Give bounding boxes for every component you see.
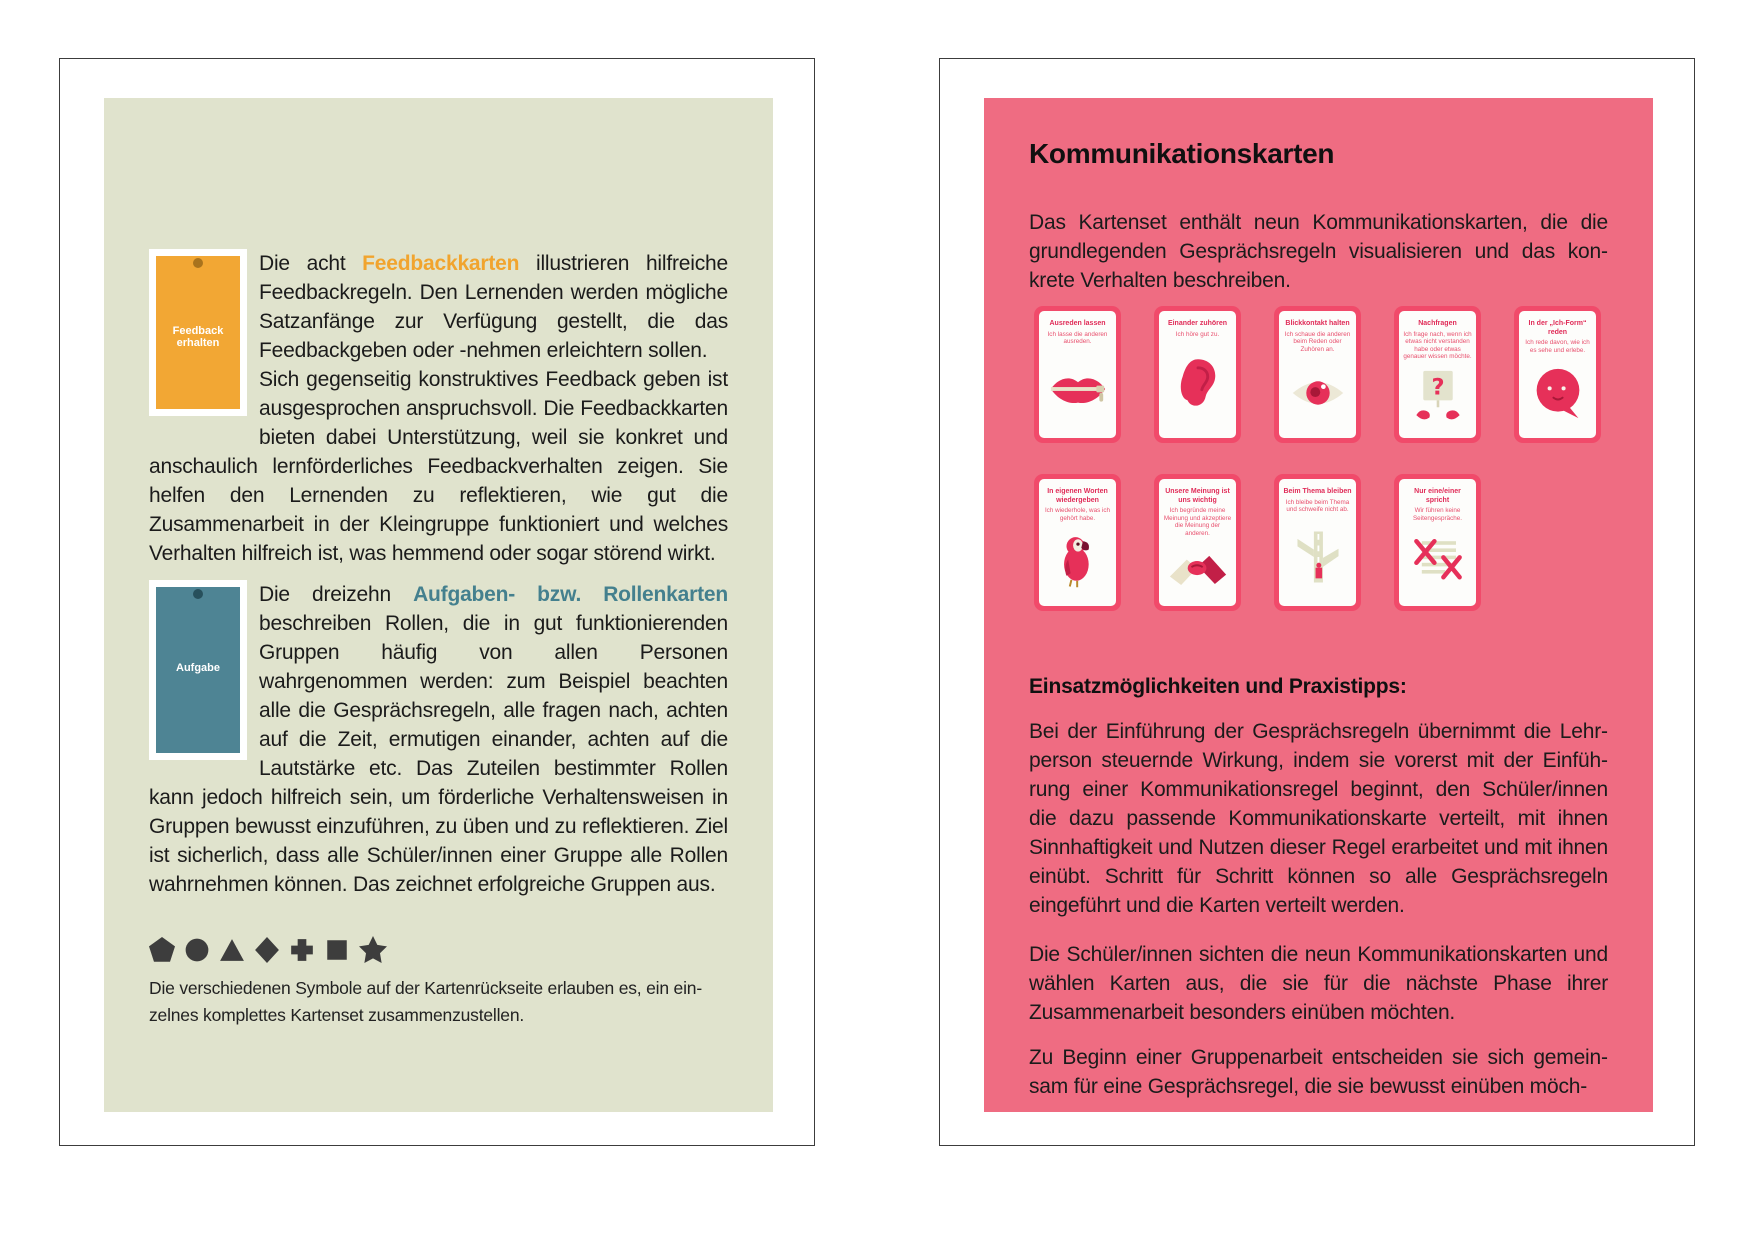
eye-icon — [1283, 353, 1352, 432]
svg-text:?: ? — [1430, 374, 1445, 401]
ear-icon — [1163, 338, 1232, 432]
task-p1-after: beschreiben Rollen, die in gut funktionierenden Gruppen häufig von allen Personen wahrgenommen werden: zum Beispiel beachten alle die Gesprächsregeln, alle fragen nach, achten auf die Zeit, ermutigen einander, achten auf die Lautstärke etc. Das Zuteilen bestimmter Rollen kann jedoch hilfreich sein, um förderliche Verhaltensweisen in Gruppen bewusst einzuführen, zu üben und zu reflektieren. Ziel ist sicherlich, dass alle Schüler/innen einer Gruppe alle Rollen wahrnehmen können. Das zeichnet erfolgreiche Gruppen aus. — [149, 612, 728, 896]
card-subtitle: Wir führen keine Seitengespräche. — [1412, 507, 1462, 522]
task-p1-before: Die dreizehn — [259, 583, 414, 606]
communication-card — [1274, 474, 1361, 611]
circle-icon — [184, 937, 210, 963]
symbols-caption: Die verschiedenen Symbole auf der Kartenrückseite erlauben es, ein einzelnes komplettes Kartenset zusammenzustellen. — [149, 978, 703, 1025]
intro-paragraph: Das Kartenset enthält neun Kommunikationskarten, die die grundlegenden Gesprächsregeln visualisieren und das konkrete Verhalten beschreiben. — [1029, 211, 1608, 292]
communication-card — [1394, 474, 1481, 611]
practice-paragraph-3: Zu Beginn einer Gruppenarbeit entscheiden sie sich gemeinsam für eine Gesprächsregel, die sie bewusst einüben möch- — [1029, 1046, 1608, 1098]
card-title: Ausreden lassen — [1049, 320, 1106, 327]
question-hands-icon — [1403, 361, 1472, 433]
card-title: Nachfragen — [1418, 320, 1457, 327]
communication-card — [1394, 306, 1481, 443]
task-card-thumbnail — [149, 580, 247, 760]
pin-icon — [193, 589, 203, 599]
diamond-icon — [254, 937, 280, 963]
communication-card — [1514, 306, 1601, 443]
feedback-card-face — [156, 256, 240, 409]
card-title: Nur eine/einer spricht — [1414, 488, 1461, 504]
card-title: Einander zuhören — [1167, 320, 1228, 327]
lips-zipper-icon — [1043, 346, 1112, 433]
card-subtitle: Ich begründe meine Meinung und akzeptiere die Meinung der anderen. — [1163, 507, 1232, 537]
star-icon — [359, 936, 387, 964]
communication-card — [1034, 474, 1121, 611]
task-section — [149, 580, 728, 899]
task-card-face — [156, 587, 240, 753]
handshake-icon — [1163, 537, 1232, 600]
communication-panel — [984, 98, 1653, 1112]
task-card-label: Aufgabe — [176, 661, 220, 674]
communication-card — [1154, 474, 1241, 611]
communication-card — [1154, 306, 1241, 443]
card-back-symbols-row — [149, 937, 728, 963]
square-icon — [324, 937, 350, 963]
road-icon — [1283, 514, 1352, 601]
feedback-paragraph-2: Sich gegenseitig konstruktives Feedback geben ist ausgesprochen anspruchsvoll. Die Feedbackkarten bieten dabei Unterstützung, weil sie konkret und anschaulich lernförderliches Feedbackverhalten zeigen. Sie helfen den Lernenden zu reflektieren, wie gut die Zusammenarbeit in der Kleingruppe funktioniert und welches Verhalten hilfreich ist, was hemmend oder sogar störend wirkt. — [149, 368, 728, 565]
communication-card — [1034, 306, 1121, 443]
task-keyword: Aufgaben- bzw. Rollenkarten — [413, 583, 728, 606]
communication-card-grid-row1 — [984, 306, 1653, 443]
card-title: In eigenen Worten wiedergeben — [1047, 488, 1108, 504]
page-title: Kommunikationskarten — [1029, 138, 1335, 169]
practice-paragraph-1: Bei der Einführung der Gesprächsregeln übernimmt die Lehrperson steuernde Wirkung, indem sie vorerst mit der Einführung einer Kommunikationsregel beginnt, den Schüler/innen die dazu passende Kommunikationskarte verteilt, mit ihnen Sinnhaftigkeit und Nutzen dieser Regel erarbeitet und mit ihnen einübt. Schritt für Schritt können so alle Gesprächsregeln eingeführt und die Karten verteilt werden. — [1029, 720, 1608, 917]
triangle-icon — [219, 937, 245, 963]
card-subtitle: Ich bleibe beim Thema und schweife nicht ab. — [1285, 498, 1350, 513]
right-page — [939, 58, 1695, 1146]
card-title: Unsere Meinung ist uns wichtig — [1165, 488, 1230, 504]
feedback-p1-before: Die acht — [259, 252, 363, 275]
card-title: Blickkontakt halten — [1285, 320, 1350, 327]
feedback-card-thumbnail — [149, 249, 247, 416]
parrot-icon — [1043, 522, 1112, 600]
practice-paragraph-2: Die Schüler/innen sichten die neun Kommunikationskarten und wählen Karten aus, die sie für die nächste Phase ihrer Zusammenarbeit besonders einüben möchten. — [1029, 943, 1608, 1024]
communication-card — [1274, 306, 1361, 443]
feedback-section — [149, 249, 728, 568]
card-subtitle: Ich höre gut zu. — [1175, 330, 1220, 338]
speech-bubble-face-icon — [1523, 354, 1592, 432]
feedback-p1-after: illustrieren hilfreiche Feedbackregeln. Den Lernenden werden mögliche Satzanfänge zur Verfügung gestellt, die das Feedbackgeben oder -nehmen erleichtern sollen. — [259, 252, 728, 362]
card-title: Beim Thema bleiben — [1283, 488, 1352, 495]
card-subtitle: Ich schaue die anderen beim Reden oder Zuhören an. — [1284, 330, 1351, 353]
left-page — [59, 58, 815, 1146]
card-subtitle: Ich wiederhole, was ich gehört habe. — [1044, 507, 1111, 522]
card-subtitle: Ich rede davon, wie ich es sehe und erlebe. — [1525, 339, 1590, 354]
cross-icon — [289, 937, 315, 963]
pentagon-icon — [149, 937, 175, 963]
crossed-lists-icon — [1403, 522, 1472, 600]
card-subtitle: Ich lasse die anderen ausreden. — [1047, 330, 1108, 345]
feedback-card-label: Feedback erhalten — [172, 324, 224, 349]
card-title: In der „Ich-Form“ reden — [1528, 320, 1587, 336]
pin-icon — [193, 258, 203, 268]
feedback-panel — [104, 98, 773, 1112]
practice-heading: Einsatzmöglichkeiten und Praxistipps: — [1029, 675, 1407, 698]
card-subtitle: Ich frage nach, wenn ich etwas nicht verstanden habe oder etwas genauer wissen möchte. — [1403, 330, 1472, 360]
feedback-keyword: Feedbackkarten — [362, 252, 520, 275]
communication-card-grid-row2 — [984, 474, 1653, 611]
